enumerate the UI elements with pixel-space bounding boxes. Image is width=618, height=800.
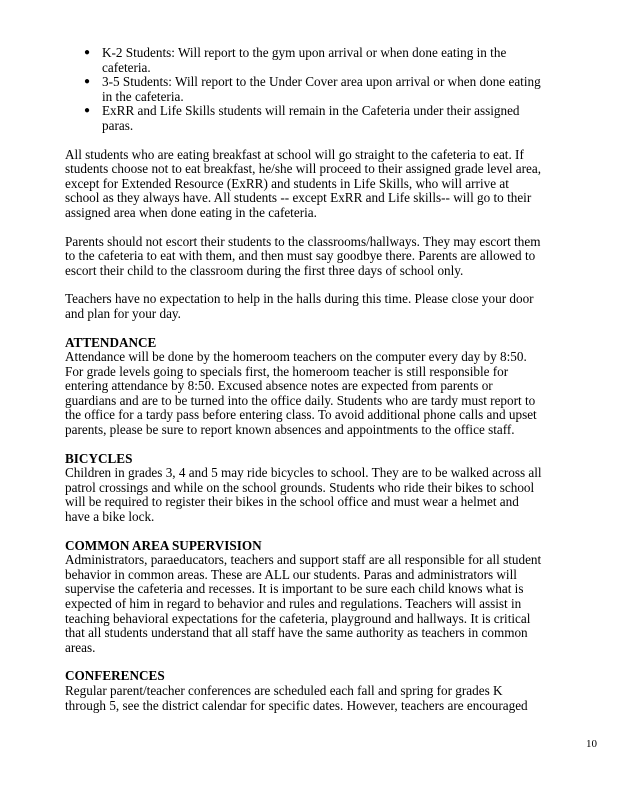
bullet-item: ● K-2 Students: Will report to the gym upon arrival or when done eating in the cafeteria. bbox=[84, 45, 507, 75]
bullet-item: ● 3-5 Students: Will report to the Under Cover area upon arrival or when done eating in the cafeteria. bbox=[84, 74, 541, 104]
page-number: 10 bbox=[586, 738, 597, 750]
section-body-bicycles: Children in grades 3, 4 and 5 may ride bicycles to school. They are to be walked across all patrol crossings and while on the school grounds. Students who ride their bikes to school will be required to register their bikes in the school office and must wear a helmet and have a bike lock. bbox=[65, 465, 542, 525]
document-page bbox=[65, 46, 543, 713]
bullet-item: ● ExRR and Life Skills students will remain in the Cafeteria under their assigned paras. bbox=[84, 103, 520, 133]
section-heading-common-area: COMMON AREA SUPERVISION bbox=[65, 537, 262, 553]
section-heading-bicycles: BICYCLES bbox=[65, 450, 133, 466]
bullet-icon: ● bbox=[84, 47, 91, 58]
section-body-conferences: Regular parent/teacher conferences are scheduled each fall and spring for grades K through 5, see the district calendar for specific dates. However, teachers are encouraged bbox=[65, 682, 528, 713]
section-body-attendance: Attendance will be done by the homeroom teachers on the computer every day by 8:50. For grade levels going to specials first, the homeroom teacher is still responsible for entering attendance by 8:50. Excused absence notes are expected from parents or guardians and are to be turned into the office daily. Students who are tardy must report to the office for a tardy pass before entering class. To avoid additional phone calls and upset parents, please be sure to report known absences and appointments to the office staff. bbox=[65, 349, 537, 438]
arrival-bullet-list bbox=[65, 46, 543, 134]
section-body-common-area: Administrators, paraeducators, teachers and support staff are all responsible for all student behavior in common areas. These are ALL our students. Paras and administrators will supervise the cafeteria and recesses. It is important to be sure each child knows what is expected of him in regard to behavior and rules and regulations. Teachers will assist in teaching behavioral expectations for the cafeteria, playground and hallways. It is critical that all students understand that all staff have the same authority as teachers in common areas. bbox=[65, 552, 542, 655]
section-heading-conferences: CONFERENCES bbox=[65, 668, 165, 684]
parents-paragraph: Parents should not escort their students to the classrooms/hallways. They may escort them to the cafeteria to eat with them, and then must say goodbye there. Parents are allowed to escort their child to the classroom during the first three days of school only. bbox=[65, 233, 541, 278]
section-heading-attendance: ATTENDANCE bbox=[65, 334, 157, 350]
bullet-icon: ● bbox=[84, 105, 91, 117]
teachers-paragraph: Teachers have no expectation to help in the halls during this time. Please close your door and plan for your day. bbox=[65, 291, 534, 321]
bullet-icon: ● bbox=[84, 76, 91, 88]
breakfast-paragraph: All students who are eating breakfast at school will go straight to the cafeteria to eat. If students choose not to eat breakfast, he/she will proceed to their assigned grade level area, except for Extended Resource (ExRR) and students in Life Skills, who will arrive at school as they always have. All students -- except ExRR and Life skills-- will go to their assigned area when done eating in the cafeteria. bbox=[65, 146, 542, 220]
